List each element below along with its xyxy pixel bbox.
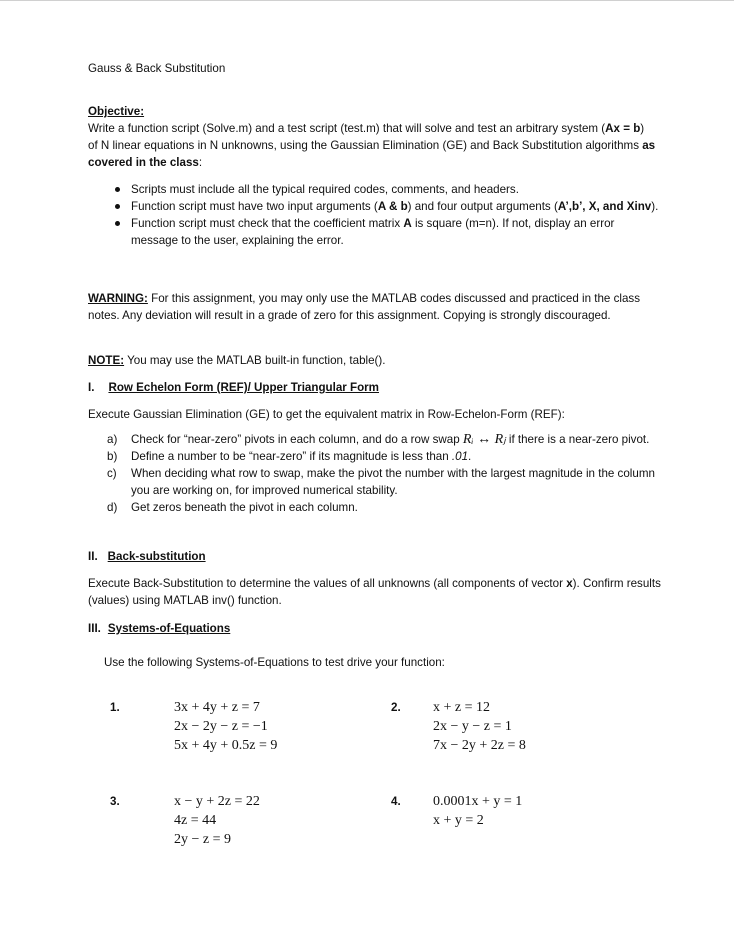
text: Execute Back-Substitution to determine the values of all unknowns (all components of vector	[88, 577, 567, 590]
section-1-intro: Execute Gaussian Elimination (GE) to get the equivalent matrix in Row-Echelon-Form (REF):	[88, 408, 565, 421]
text: Systems-of-Equations	[107, 622, 231, 635]
objective-paragraph	[88, 120, 656, 171]
text: Function script must check that the coefficient matrix	[131, 217, 404, 230]
text: :	[198, 156, 203, 169]
row-swap-formula: Rᵢ ↔ Rⱼ	[462, 432, 506, 447]
text: When deciding what row to swap, make the pivot the number with the largest magnitude in the column you are working on, for improved numerical stability.	[131, 467, 655, 497]
objective-heading: Objective:	[88, 105, 145, 118]
list-marker: a)	[107, 433, 118, 446]
equation: 5x + 4y + 0.5z = 9	[174, 738, 278, 753]
section-number: III.	[88, 622, 101, 635]
section-number: II.	[88, 550, 98, 563]
threshold-value: .01	[451, 450, 469, 463]
text: .	[468, 450, 472, 463]
equation: x + z = 12	[433, 700, 491, 715]
objective-bullets	[88, 181, 663, 249]
list-item	[88, 448, 658, 465]
text: Define a number to be “near-zero” if its magnitude is less than	[131, 450, 452, 463]
text: ). Confirm results (values) using MATLAB inv() function.	[88, 577, 661, 607]
note-label: NOTE:	[88, 354, 125, 367]
list-item	[88, 465, 658, 499]
warning-label: WARNING:	[88, 292, 148, 305]
bullet-icon	[115, 187, 120, 192]
text: if there is a near-zero pivot.	[505, 433, 650, 446]
text: ) of N linear equations in N unknowns, using the Gaussian Elimination (GE) and Back Substitution algorithms	[88, 122, 645, 152]
text: Write a function script (Solve.m) and a test script (test.m) that will solve and test an arbitrary system (	[88, 122, 606, 135]
text: A’,b’, X, and Xinv	[557, 200, 652, 213]
section-2-heading	[88, 548, 206, 565]
system-number: 1.	[110, 701, 120, 714]
text: is square (m=n). If not, display an error message to the user, explaining the error.	[131, 217, 615, 247]
bullet-icon	[115, 221, 120, 226]
text: Get zeros beneath the pivot in each column.	[131, 501, 358, 514]
list-marker: b)	[107, 450, 118, 463]
equation: 7x − 2y + 2z = 8	[433, 738, 526, 753]
equation: x − y + 2z = 22	[174, 794, 260, 809]
section-1-heading	[88, 379, 379, 396]
note-paragraph	[88, 352, 386, 369]
section-2-paragraph	[88, 575, 663, 609]
document-title: Gauss & Back Substitution	[88, 62, 226, 75]
equation: 2x − y − z = 1	[433, 719, 512, 734]
section-3-intro: Use the following Systems-of-Equations to test drive your function:	[104, 656, 445, 669]
text: A	[403, 217, 412, 230]
list-item	[88, 215, 663, 249]
text: x	[566, 577, 573, 590]
section-1-list	[88, 431, 658, 516]
list-item	[88, 198, 663, 215]
text: Scripts must include all the typical required codes, comments, and headers.	[131, 183, 519, 196]
text: A & b	[377, 200, 408, 213]
equation: 0.0001x + y = 1	[433, 794, 523, 809]
text: For this assignment, you may only use the MATLAB codes discussed and practiced in the class notes. Any deviation will result in a grade of zero for this assignment. Copying is strongly discouraged.	[88, 292, 641, 322]
text: Function script must have two input arguments (	[131, 200, 378, 213]
text: ) and four output arguments (	[407, 200, 558, 213]
text: Check for “near-zero” pivots in each column, and do a row swap	[131, 433, 463, 446]
text: as covered in the class	[88, 139, 656, 169]
warning-paragraph	[88, 290, 648, 324]
list-item	[88, 499, 658, 516]
bullet-icon	[115, 204, 120, 209]
list-marker: d)	[107, 501, 118, 514]
system-number: 2.	[391, 701, 401, 714]
list-marker: c)	[107, 467, 117, 480]
system-number: 3.	[110, 795, 120, 808]
text: Row Echelon Form (REF)/ Upper Triangular Form	[108, 381, 379, 394]
equation: 2x − 2y − z = −1	[174, 719, 268, 734]
section-number: I.	[88, 381, 95, 394]
text: You may use the MATLAB built-in function, table().	[124, 354, 386, 367]
text: Back-substitution	[107, 550, 206, 563]
text: ).	[651, 200, 659, 213]
equation: 3x + 4y + z = 7	[174, 700, 260, 715]
equation: 2y − z = 9	[174, 832, 232, 847]
equation: x + y = 2	[433, 813, 484, 828]
system-number: 4.	[391, 795, 401, 808]
list-item	[88, 181, 663, 198]
list-item	[88, 431, 658, 448]
section-3-heading	[88, 620, 230, 637]
text: Ax = b	[605, 122, 641, 135]
equation: 4z = 44	[174, 813, 217, 828]
